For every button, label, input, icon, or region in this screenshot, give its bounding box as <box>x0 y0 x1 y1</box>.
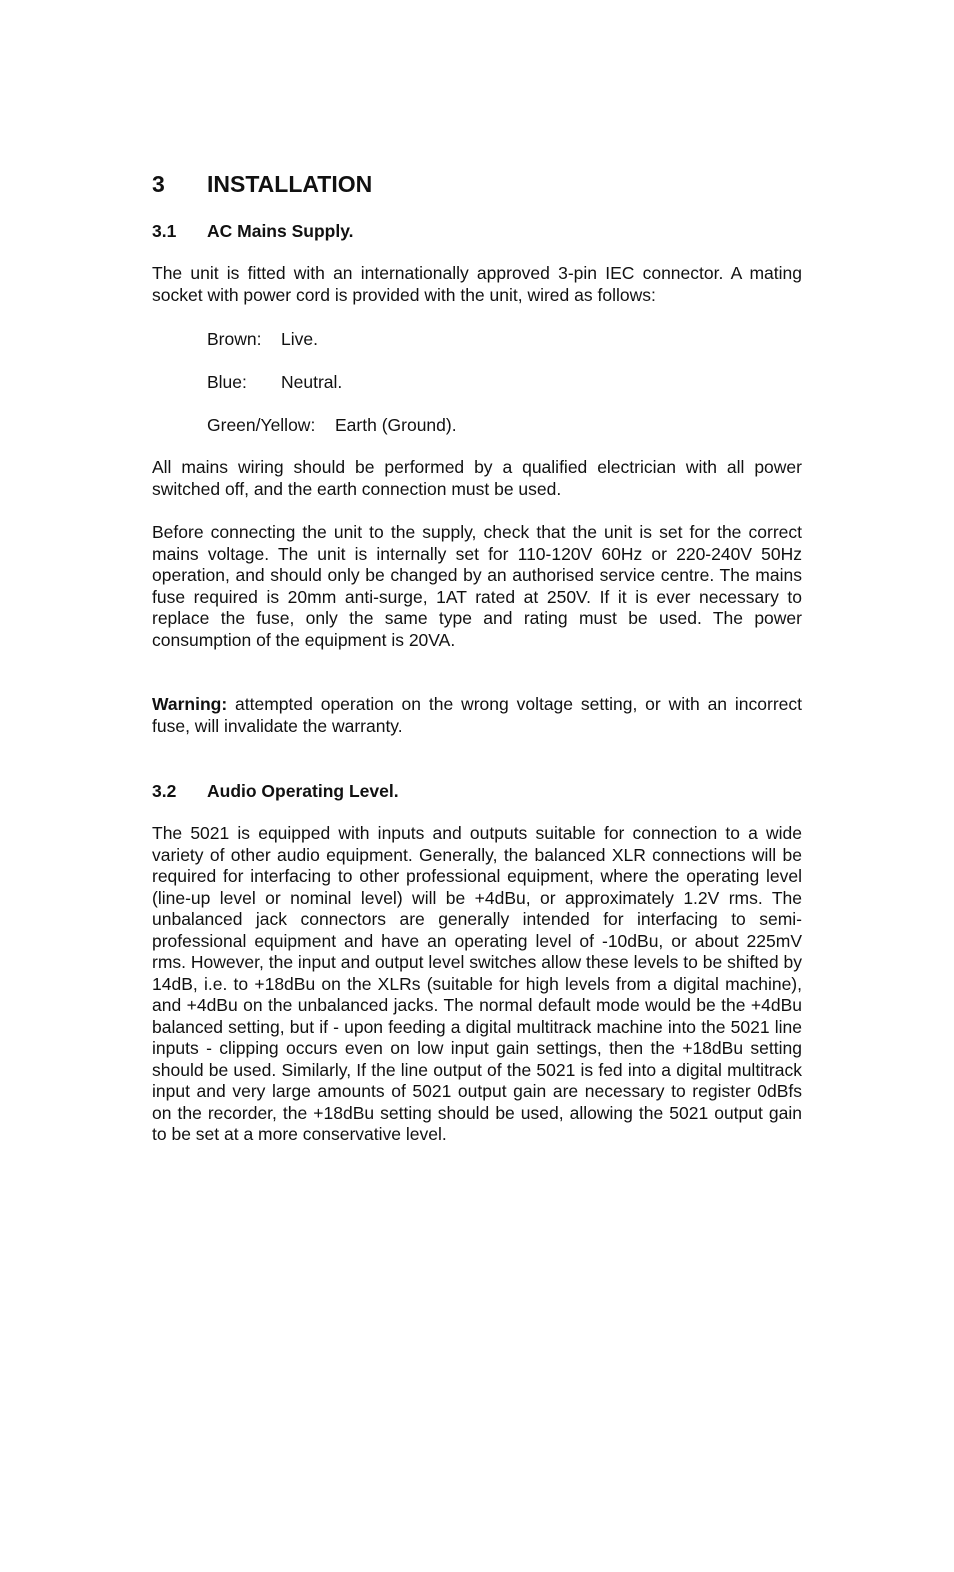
wiring-value: Live. <box>281 329 318 349</box>
subsection-title: Audio Operating Level. <box>207 781 399 801</box>
wiring-value: Neutral. <box>281 372 343 392</box>
subsection-heading-ac-mains <box>152 220 354 242</box>
subsection-title: AC Mains Supply. <box>207 221 354 241</box>
wiring-value: Earth (Ground). <box>335 415 457 435</box>
warning-text: attempted operation on the wrong voltage setting, or with an incorrect fuse, will invalidate the warranty. <box>152 694 802 736</box>
wiring-label: Blue: <box>207 372 247 392</box>
section-title: INSTALLATION <box>207 171 373 197</box>
subsection-number: 3.1 <box>152 221 177 241</box>
voltage-paragraph: Before connecting the unit to the supply, check that the unit is set for the correct mains voltage. The unit is internally set for 110-120V 60Hz or 220-240V 50Hz operation, and should only be changed by an authorised service centre. The mains fuse required is 20mm anti-surge, 1AT rated at 250V. If it is ever necessary to replace the fuse, only the same type and rating must be used. The power consumption of the equipment is 20VA. <box>152 522 802 650</box>
subsection-number: 3.2 <box>152 781 177 801</box>
wiring-item-brown <box>207 328 318 350</box>
audio-level-paragraph: The 5021 is equipped with inputs and outputs suitable for connection to a wide variety of other audio equipment. Generally, the balanced XLR connections will be required for interfacing to other professional equipment, where the operating level (line-up level or nominal level) will be +4dBu, or approximately 1.2V rms. The unbalanced jack connectors are generally intended for interfacing to semi-professional equipment and have an operating level of -10dBu, or about 225mV rms. However, the input and output level switches allow these levels to be shifted by 14dB, i.e. to +18dBu on the XLRs (suitable for high levels from a digital machine), and +4dBu on the unbalanced jacks. The normal default mode would be the +4dBu balanced setting, but if - upon feeding a digital multitrack machine into the 5021 line inputs - clipping occurs even on low input gain settings, then the +18dBu setting should be used. Similarly, If the line output of the 5021 is fed into a digital multitrack input and very large amounts of 5021 output gain are necessary to register 0dBfs on the recorder, the +18dBu setting should be used, allowing the 5021 output gain to be set at a more conservative level. <box>152 823 802 1144</box>
wiring-item-blue <box>207 371 342 393</box>
intro-paragraph: The unit is fitted with an internationally approved 3-pin IEC connector. A mating socket with power cord is provided with the unit, wired as follows: <box>152 263 802 305</box>
wiring-label: Green/Yellow: <box>207 415 316 435</box>
warning-paragraph <box>152 694 802 737</box>
section-number: 3 <box>152 171 165 197</box>
wiring-label: Brown: <box>207 329 262 349</box>
warning-label: Warning: <box>152 694 228 714</box>
mains-wiring-paragraph: All mains wiring should be performed by a qualified electrician with all power switched off, and the earth connection must be used. <box>152 457 802 499</box>
wiring-item-green-yellow <box>207 414 457 436</box>
section-heading <box>152 171 372 197</box>
subsection-heading-audio-level <box>152 780 399 802</box>
